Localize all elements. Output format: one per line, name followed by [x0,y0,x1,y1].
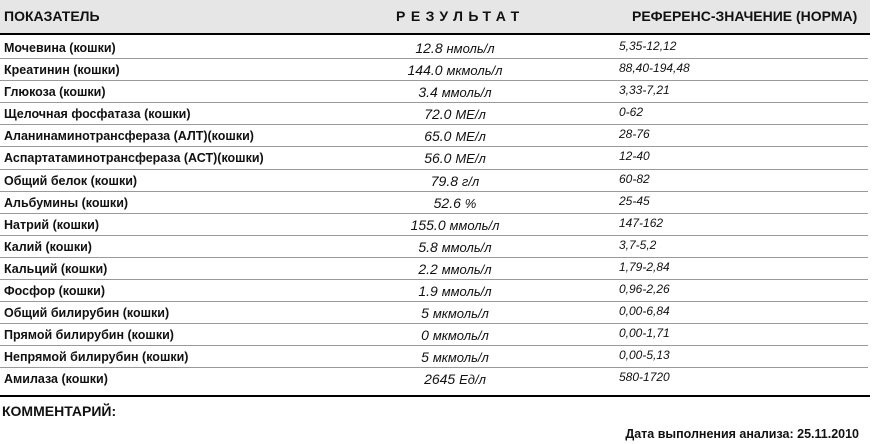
reference-range: 0,00-5,13 [619,348,670,363]
result-cell [340,283,570,299]
result-cell [340,327,570,343]
result-value: 52.6 [433,194,461,211]
analysis-date: Дата выполнения анализа: 25.11.2010 [625,427,859,441]
result-cell [340,217,570,233]
result-unit: мкмоль/л [432,328,489,344]
reference-range: 12-40 [619,149,650,164]
reference-range: 3,33-7,21 [619,83,670,98]
reference-range: 0-62 [619,105,644,120]
result-cell [340,371,570,387]
result-unit: ммоль/л [441,284,492,300]
table-row [0,346,870,368]
column-header-result: РЕЗУЛЬТАТ [396,8,525,24]
result-value: 3.4 [418,84,438,101]
result-value: 0 [421,327,429,344]
result-unit: МЕ/л [455,107,486,123]
result-unit: мкмоль/л [446,63,503,79]
result-unit: ммоль/л [449,217,500,233]
reference-range: 0,00-1,71 [619,326,670,341]
result-unit: % [464,195,477,211]
table-row [0,125,870,147]
table-row [0,214,870,236]
result-unit: нмоль/л [446,41,495,56]
result-cell [340,106,570,122]
parameter-name: Аланинаминотрансфераза (АЛТ)(кошки) [4,129,254,144]
result-cell [340,62,570,78]
reference-range: 3,7-5,2 [619,237,657,252]
result-unit: ммоль/л [441,261,492,277]
result-value: 144.0 [407,62,443,79]
parameter-name: Мочевина (кошки) [4,41,116,55]
parameter-name: Общий билирубин (кошки) [4,306,170,321]
result-value: 56.0 [424,150,452,167]
result-value: 5.8 [418,238,438,255]
result-value: 65.0 [424,128,452,145]
result-value: 79.8 [430,172,458,189]
result-value: 5 [421,349,429,366]
table-row [0,258,870,280]
result-cell [340,195,570,211]
parameter-name: Общий белок (кошки) [4,173,138,188]
table-row [0,81,870,103]
result-value: 155.0 [410,216,446,233]
result-unit: мкмоль/л [432,306,489,322]
result-unit: Ед/л [459,372,486,388]
reference-range: 60-82 [619,171,650,186]
result-value: 2645 [424,371,456,388]
result-cell [340,84,570,100]
reference-range: 25-45 [619,193,650,208]
result-cell [340,128,570,144]
result-value: 12.8 [415,40,443,56]
parameter-name: Альбумины (кошки) [4,195,129,210]
table-row [0,192,870,214]
reference-range: 1,79-2,84 [619,259,670,274]
table-row [0,324,870,346]
reference-range: 580-1720 [619,370,670,385]
table-row [0,59,870,81]
result-cell [340,261,570,277]
result-value: 2.2 [418,260,438,277]
comment-label: КОММЕНТАРИЙ: [2,403,117,419]
table-row [0,302,870,324]
result-unit: ммоль/л [441,85,492,101]
reference-range: 0,96-2,26 [619,282,670,297]
parameter-name: Кальций (кошки) [4,261,108,276]
result-unit: г/л [461,173,480,189]
parameter-name: Глюкоза (кошки) [4,85,106,100]
table-row [0,37,870,59]
result-value: 72.0 [424,106,452,123]
reference-range: 88,40-194,48 [619,61,690,76]
result-unit: МЕ/л [455,151,486,167]
result-cell [340,239,570,255]
table-bottom-divider [0,395,870,397]
parameter-name: Щелочная фосфатаза (кошки) [4,107,191,122]
results-table [0,37,870,391]
result-unit: ммоль/л [441,239,492,255]
column-header-parameter: ПОКАЗАТЕЛЬ [4,8,100,24]
table-row [0,170,870,192]
result-cell [340,305,570,321]
parameter-name: Натрий (кошки) [4,217,99,232]
reference-range: 28-76 [619,127,650,142]
reference-range: 5,35-12,12 [619,39,677,53]
parameter-name: Калий (кошки) [4,239,92,254]
parameter-name: Амилаза (кошки) [4,372,108,387]
reference-range: 0,00-6,84 [619,304,670,319]
result-cell [340,150,570,166]
table-row [0,236,870,258]
parameter-name: Фосфор (кошки) [4,284,106,299]
parameter-name: Аспартатаминотрансфераза (АСТ)(кошки) [4,151,264,166]
column-header-reference: РЕФЕРЕНС-ЗНАЧЕНИЕ (НОРМА) [632,8,858,24]
parameter-name: Непрямой билирубин (кошки) [4,350,189,365]
table-row [0,103,870,125]
result-cell [340,349,570,365]
result-unit: мкмоль/л [432,350,489,366]
result-cell [340,173,570,189]
parameter-name: Прямой билирубин (кошки) [4,328,174,343]
result-cell [340,40,570,56]
parameter-name: Креатинин (кошки) [4,63,120,78]
table-header [0,0,870,35]
result-value: 5 [421,305,429,322]
table-row [0,368,870,390]
result-value: 1.9 [418,283,438,300]
reference-range: 147-162 [619,215,664,230]
table-row [0,147,870,169]
result-unit: МЕ/л [455,129,486,145]
table-row [0,280,870,302]
